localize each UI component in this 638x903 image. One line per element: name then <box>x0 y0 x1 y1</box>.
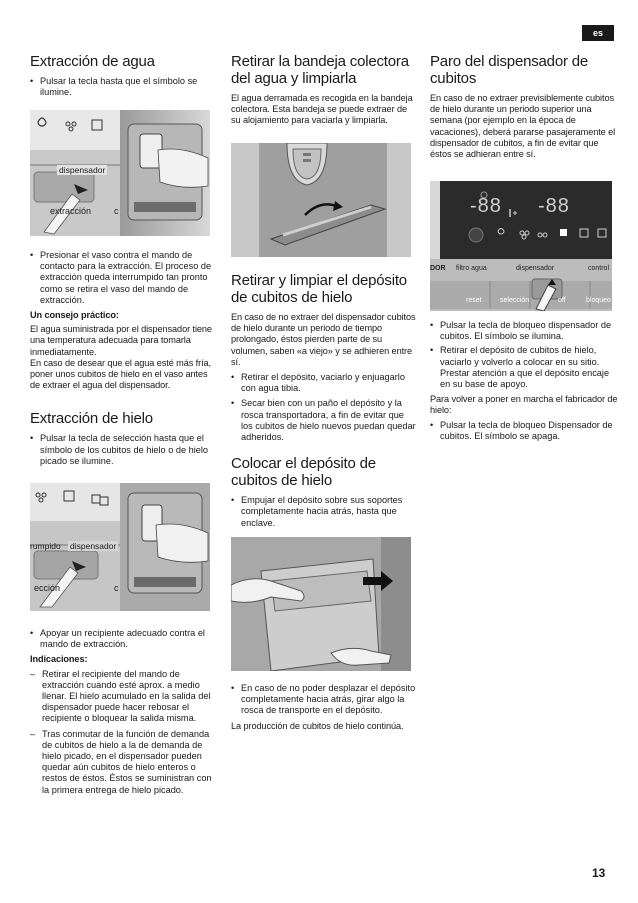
section-title-drip-tray: Retirar la bandeja colectora del agua y limpiarla <box>231 53 409 87</box>
column-2-bottom <box>231 683 416 732</box>
restart-paragraph: Para volver a poner en marcha el fabricador de hielo: <box>430 394 618 416</box>
section-title-water: Extracción de agua <box>30 53 155 70</box>
temperature-display-2: -88 <box>538 195 570 217</box>
tip-title: Un consejo práctico: <box>30 310 119 321</box>
label-c-2: c <box>114 583 119 593</box>
section-title-remove-ice-container: Retirar y limpiar el depósito de cubitos de hielo <box>231 272 407 306</box>
label-dispensador-2: dispensador <box>70 541 117 551</box>
tip-paragraph-2: En caso de desear que el agua esté más fría, poner unos cubitos de hielo en el vaso antes de extraer el agua del dispensador. <box>30 357 211 391</box>
column-1-bottom <box>30 628 215 799</box>
figure-ice-dispensing <box>30 483 210 611</box>
bullet-push-container: • Empujar el depósito sobre sus soportes completamente hacia atrás, hasta que enclave. <box>231 495 416 529</box>
figure-control-panel <box>430 181 612 311</box>
label-dispensador: dispensador <box>59 165 106 175</box>
indication-1: – Retirar el recipiente del mando de extracción cuando esté aprox. a medio llenar. El hielo acumulado en la salida del dispensador puede hacer rebosar el recipiente o bloquear la salida misma. <box>30 669 215 725</box>
tip-paragraph-1: El agua suministrada por el dispensador tiene una temperatura adecuada para tomarla inmediatamente. <box>30 324 212 357</box>
section-title-stop-dispenser: Paro del dispensador de cubitos <box>430 53 589 87</box>
drip-tray-paragraph: El agua derramada es recogida en la bandeja colectora. Esta bandeja se puede extraer de su alojamiento para vaciarla y limpiarla. <box>231 93 413 126</box>
column-3 <box>430 53 618 160</box>
temperature-display-1: -88 <box>470 195 502 217</box>
label-dispensador-panel: dispensador <box>516 265 555 272</box>
bullet-remove-reinsert: • Retirar el depósito de cubitos de hielo, vaciarlo y volverlo a colocar en su sitio. Prestar atención a que el depósito encaje en su base de apoyo. <box>430 345 618 390</box>
lock-icon <box>560 229 567 236</box>
label-extraccion-2: ección <box>34 583 61 593</box>
column-1 <box>30 53 215 101</box>
label-dor: DOR <box>430 265 446 272</box>
bullet-select-ice: • Pulsar la tecla de selección hasta que el símbolo de los cubitos de hielo o de hielo picado se ilumine. <box>30 433 215 467</box>
stop-dispenser-paragraph: En caso de no extraer previsiblemente cubitos de hielo durante un periodo superior una semana (por ejemplo en la época de vacaciones), deberá pararse pasajeramente el dispensador de cubitos, a fin de evitar que éstos se adhieran entre sí. <box>430 93 616 160</box>
column-3-continued <box>430 320 618 445</box>
label-c: c <box>114 206 119 216</box>
bullet-empty-rinse: • Retirar el depósito, vaciarlo y enjuagarlo con agua tibia. <box>231 372 416 394</box>
label-bloqueo: bloqueo <box>586 297 611 304</box>
section-title-ice: Extracción de hielo <box>30 410 153 428</box>
indications-title: Indicaciones: <box>30 654 88 665</box>
label-control: control <box>588 265 610 272</box>
bullet-support-container: • Apoyar un recipiente adecuado contra el mando de extracción. <box>30 628 215 650</box>
bullet-press-key: • Pulsar la tecla hasta que el símbolo se ilumine. <box>30 76 215 98</box>
bullet-press-unlock: • Pulsar la tecla de bloqueo Dispensador de cubitos. El símbolo se apaga. <box>430 420 618 442</box>
label-reset: reset <box>466 297 482 304</box>
remove-container-paragraph: En caso de no extraer del dispensador cubitos de hielo durante un periodo de tiempo prolongado, éstos pierden parte de su volumen, saben «a viejo» y se adhieren entre sí. <box>231 312 416 367</box>
page-number: 13 <box>592 866 606 880</box>
label-extraccion: extracción <box>50 206 92 216</box>
column-2-continued <box>231 272 416 532</box>
bullet-turn-screw: • En caso de no poder desplazar el depósito completamente hacia atrás, girar algo la rosca de transporte en el depósito. <box>231 683 416 717</box>
label-seleccion: selección <box>500 297 530 304</box>
indication-2: – Tras conmutar de la función de demanda de cubitos de hielo a la de demanda de hielo picado, en el dispensador pueden quedar aún cubitos de hielo enteros o restos de éstos. Éstos se suministran con la primera entrega de hielo picado. <box>30 729 215 796</box>
column-1-continued <box>30 250 215 470</box>
section-title-place-container: Colocar el depósito de cubitos de hielo <box>231 455 376 490</box>
language-badge: es <box>582 25 614 41</box>
bullet-dry-cloth: • Secar bien con un paño el depósito y la rosca transportadora, a fin de evitar que los cubitos de hielo nuevos puedan quedar adheridos. <box>231 398 416 443</box>
column-2 <box>231 53 416 127</box>
label-rumpido: rumpido <box>30 541 61 551</box>
figure-insert-container <box>231 537 411 671</box>
bullet-press-lock: • Pulsar la tecla de bloqueo dispensador de cubitos. El símbolo se ilumina. <box>430 320 618 342</box>
production-continues: La producción de cubitos de hielo continúa. <box>231 720 404 731</box>
label-off: off <box>558 297 566 304</box>
label-filtro-agua: filtro agua <box>456 265 487 272</box>
figure-drip-tray <box>231 143 411 257</box>
bullet-press-glass: • Presionar el vaso contra el mando de contacto para la extracción. El proceso de extracción queda interrumpido tan pronto como se retira el vaso del mando de extracción. <box>30 250 215 306</box>
figure-water-dispensing <box>30 110 210 236</box>
